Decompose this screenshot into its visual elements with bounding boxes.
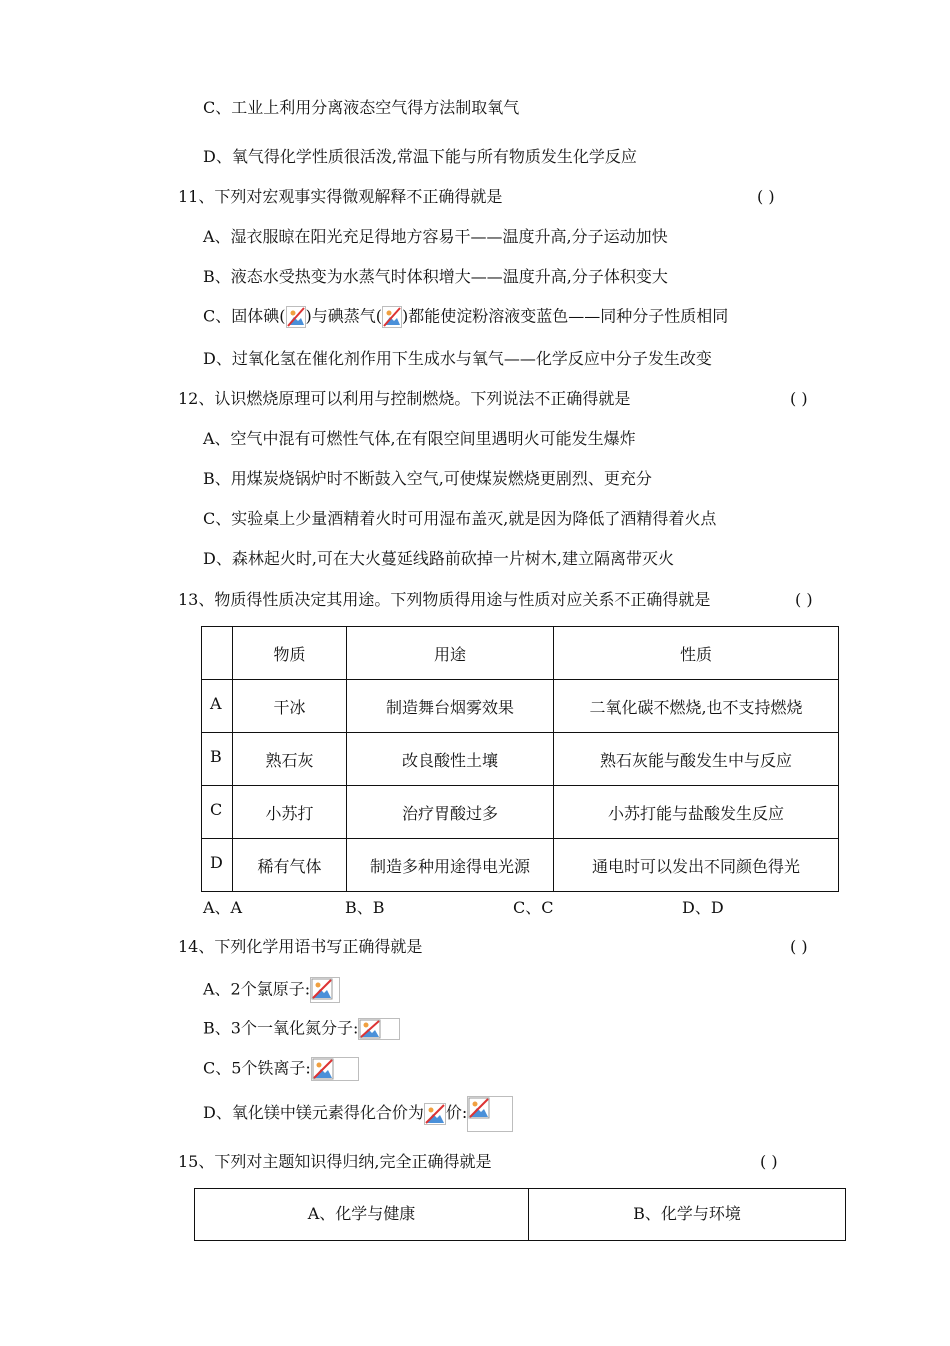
- q14-option-c-text: C、5个铁离子:: [203, 1058, 311, 1078]
- q13-answer-a: A、A: [203, 898, 243, 917]
- broken-image-icon: [286, 306, 306, 328]
- broken-image-icon: [382, 306, 402, 328]
- table-header-row: [202, 627, 839, 680]
- q14-option-d: [203, 1095, 513, 1132]
- q11-option-b: B、液态水受热变为水蒸气时体积增大——温度升高,分子体积变大: [203, 267, 668, 286]
- table-header-cell: 物质: [233, 627, 347, 680]
- table-cell: 熟石灰: [233, 733, 347, 786]
- q11-option-c-part3: )都能使淀粉溶液变蓝色——同种分子性质相同: [402, 306, 729, 326]
- q15-stem: 15、下列对主题知识得归纳,完全正确得就是: [178, 1152, 492, 1171]
- broken-image-icon: [424, 1103, 446, 1125]
- q11-option-a: A、湿衣服晾在阳光充足得地方容易干——温度升高,分子运动加快: [203, 227, 668, 246]
- q11-option-d: D、过氧化氢在催化剂作用下生成水与氧气——化学反应中分子发生改变: [203, 349, 712, 368]
- q12-stem: 12、认识燃烧原理可以利用与控制燃烧。下列说法不正确得就是: [178, 389, 631, 408]
- broken-image-icon: [311, 1057, 359, 1081]
- q14-option-a: [203, 977, 340, 1003]
- table-header-row: [195, 1189, 846, 1241]
- table-row: [202, 680, 839, 733]
- table-cell: 小苏打能与盐酸发生反应: [554, 786, 839, 839]
- table-cell: 改良酸性土壤: [347, 733, 554, 786]
- q14-option-a-text: A、2个氯原子:: [203, 979, 311, 999]
- table-cell: 通电时可以发出不同颜色得光: [554, 839, 839, 892]
- table-cell: 二氧化碳不燃烧,也不支持燃烧: [554, 680, 839, 733]
- table-cell: 小苏打: [233, 786, 347, 839]
- q11-stem: 11、下列对宏观事实得微观解释不正确得就是: [178, 187, 503, 206]
- table-cell: 干冰: [233, 680, 347, 733]
- row-label: C: [202, 786, 233, 839]
- table-cell: 稀有气体: [233, 839, 347, 892]
- table-cell: 制造多种用途得电光源: [347, 839, 554, 892]
- q14-option-d-text1: D、氧化镁中镁元素得化合价为: [203, 1103, 424, 1122]
- broken-image-icon: [467, 1096, 513, 1132]
- q12-option-d: D、森林起火时,可在大火蔓延线路前砍掉一片树木,建立隔离带灭火: [203, 549, 675, 568]
- q11-option-c-part2: )与碘蒸气(: [305, 306, 382, 326]
- q11-option-c-part1: C、固体碘(: [203, 306, 286, 326]
- q13-answer-d: D、D: [682, 898, 724, 917]
- table-header-cell: A、化学与健康: [195, 1189, 529, 1241]
- row-label: D: [202, 839, 233, 892]
- table-header-cell: 性质: [554, 627, 839, 680]
- q11-option-c: [203, 306, 728, 328]
- table-cell: 制造舞台烟雾效果: [347, 680, 554, 733]
- q12-option-c: C、实验桌上少量酒精着火时可用湿布盖灭,就是因为降低了酒精得着火点: [203, 509, 717, 528]
- q12-option-b: B、用煤炭烧锅炉时不断鼓入空气,可使煤炭燃烧更剧烈、更充分: [203, 469, 652, 488]
- q15-table: [194, 1188, 846, 1241]
- q14-answer-paren: ( ): [790, 937, 808, 956]
- table-header-cell: 用途: [347, 627, 554, 680]
- table-cell: 熟石灰能与酸发生中与反应: [554, 733, 839, 786]
- table-cell: 治疗胃酸过多: [347, 786, 554, 839]
- q14-option-b: [203, 1018, 400, 1040]
- row-label: A: [202, 680, 233, 733]
- table-row: [202, 733, 839, 786]
- q13-stem: 13、物质得性质决定其用途。下列物质得用途与性质对应关系不正确得就是: [178, 590, 711, 609]
- table-row: [202, 839, 839, 892]
- table-row: [202, 786, 839, 839]
- row-label: B: [202, 733, 233, 786]
- q13-answer-paren: ( ): [795, 590, 813, 609]
- q10-option-c: C、工业上利用分离液态空气得方法制取氧气: [203, 98, 520, 117]
- q12-answer-paren: ( ): [790, 389, 808, 408]
- q13-answer-b: B、B: [345, 898, 385, 917]
- q10-option-d: D、氧气得化学性质很活泼,常温下能与所有物质发生化学反应: [203, 147, 637, 166]
- q14-stem: 14、下列化学用语书写正确得就是: [178, 937, 423, 956]
- q14-option-c: [203, 1057, 359, 1081]
- q14-option-b-text: B、3个一氧化氮分子:: [203, 1018, 359, 1038]
- q13-answer-c: C、C: [513, 898, 554, 917]
- broken-image-icon: [310, 977, 340, 1003]
- q12-option-a: A、空气中混有可燃性气体,在有限空间里遇明火可能发生爆炸: [203, 429, 636, 448]
- table-header-cell: B、化学与环境: [529, 1189, 846, 1241]
- broken-image-icon: [358, 1018, 400, 1040]
- table-header-cell: [202, 627, 233, 680]
- q14-option-d-text2: 价:: [445, 1103, 468, 1122]
- q13-table: [201, 626, 839, 892]
- q11-answer-paren: ( ): [757, 187, 775, 206]
- q15-answer-paren: ( ): [760, 1152, 778, 1171]
